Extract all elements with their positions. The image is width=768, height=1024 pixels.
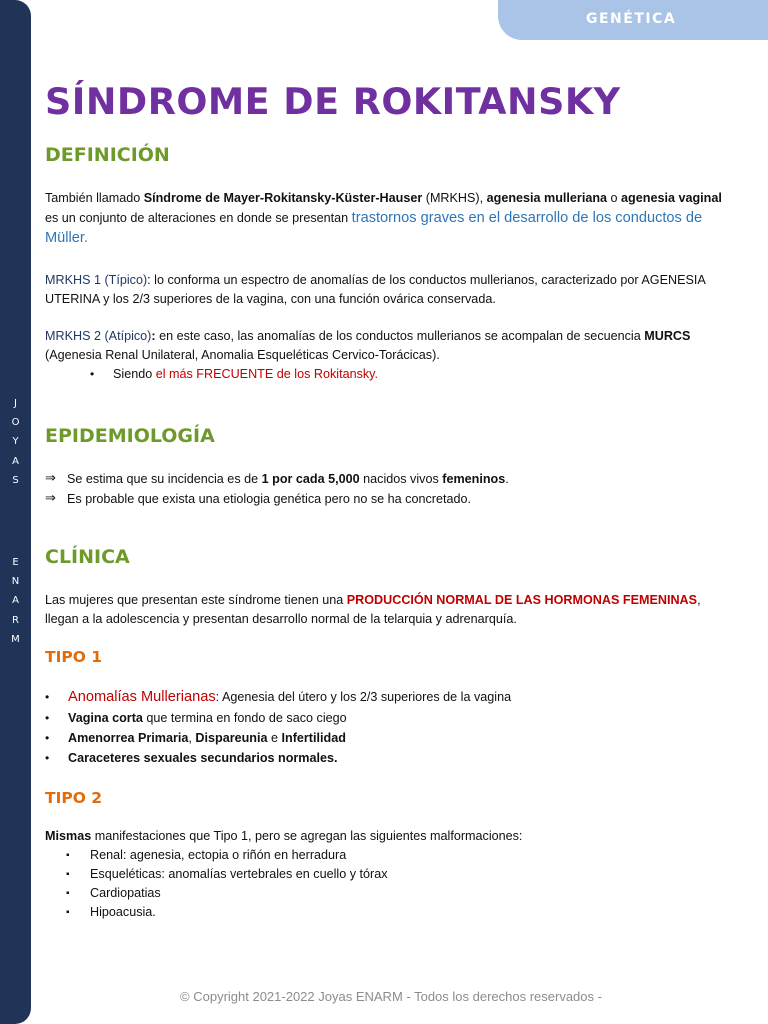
subheading-tipo2: TIPO 2 bbox=[45, 789, 103, 807]
square-bullet-icon: ▪ bbox=[66, 907, 70, 918]
text-run-bold: Mismas bbox=[45, 829, 92, 843]
text-run: Es probable que exista una etiologia genética pero no se ha concretado. bbox=[67, 492, 471, 506]
square-bullet-icon: ▪ bbox=[66, 869, 70, 880]
text-run-red: el más FRECUENTE de los Rokitansky. bbox=[155, 367, 379, 381]
sidebar-letter: N bbox=[11, 576, 20, 588]
sidebar-letter: E bbox=[12, 557, 19, 568]
text-run: Siendo bbox=[113, 367, 156, 381]
text-run: (Agenesia Renal Unilateral, Anomalia Esqueléticas Cervico-Torácicas). bbox=[45, 348, 440, 362]
sidebar-letter: M bbox=[11, 633, 20, 645]
bullet-icon: • bbox=[45, 711, 50, 725]
list-item bbox=[90, 367, 768, 381]
text-run-bold: Amenorrea Primaria bbox=[68, 731, 189, 745]
clinica-paragraph bbox=[45, 591, 723, 629]
definition-highlight: trastornos graves en el desarrollo de los conductos de Müller. bbox=[45, 210, 703, 246]
tipo1-list bbox=[45, 686, 725, 768]
square-bullet-icon: ▪ bbox=[66, 850, 70, 861]
list-item bbox=[45, 728, 725, 748]
list-item bbox=[45, 708, 725, 728]
text-run: que termina en fondo de saco ciego bbox=[142, 711, 347, 725]
text-run: nacidos vivos bbox=[359, 472, 443, 486]
text-run-bold: Caraceteres sexuales secundarios normales. bbox=[68, 751, 338, 765]
tipo2-intro bbox=[45, 827, 723, 846]
sidebar-letter: A bbox=[12, 455, 19, 467]
text-run: , llegan a la adolescencia y presentan desarrollo normal de la telarquia y adrenarquía. bbox=[45, 593, 701, 626]
epidemiologia-list bbox=[45, 469, 509, 509]
list-item bbox=[45, 489, 509, 509]
sidebar-letter: J bbox=[14, 398, 17, 409]
mrkhs2-label: MRKHS 2 (Atípico) bbox=[45, 329, 152, 343]
text-run: Las mujeres que presentan este síndrome tienen una bbox=[45, 593, 347, 607]
mrkhs1-paragraph bbox=[45, 271, 723, 309]
text-run-bold: agenesia mulleriana bbox=[486, 191, 608, 205]
text-run: Hipoacusia. bbox=[90, 905, 156, 919]
text-run: en este caso, las anomalías de los conductos mullerianos se acompalan de secuencia bbox=[155, 329, 645, 343]
section-heading-clinica: CLÍNICA bbox=[45, 546, 130, 568]
text-run: . bbox=[505, 472, 509, 486]
copyright-footer: © Copyright 2021-2022 Joyas ENARM - Todos los derechos reservados - bbox=[180, 989, 602, 1004]
category-tab-label: GENÉTICA bbox=[586, 11, 677, 27]
bullet-icon: • bbox=[45, 731, 50, 745]
text-run-bold: : bbox=[151, 329, 156, 343]
text-run-red-bold: PRODUCCIÓN NORMAL DE LAS HORMONAS FEMENINAS bbox=[346, 593, 698, 607]
text-run: es un conjunto de alteraciones en donde se presentan bbox=[45, 211, 352, 225]
bullet-icon: • bbox=[90, 367, 95, 381]
tipo2-list bbox=[64, 846, 388, 922]
text-run: Esqueléticas: anomalías vertebrales en cuello y tórax bbox=[90, 867, 388, 881]
text-run-red: Anomalías Mullerianas bbox=[68, 689, 216, 705]
square-bullet-icon: ▪ bbox=[66, 888, 70, 899]
text-run-bold: 1 por cada 5,000 bbox=[261, 472, 360, 486]
text-run: Se estima que su incidencia es de bbox=[67, 472, 262, 486]
section-heading-epidemiologia: EPIDEMIOLOGÍA bbox=[45, 425, 215, 447]
page-title: SÍNDROME DE ROKITANSKY bbox=[45, 80, 621, 123]
list-item bbox=[64, 846, 388, 865]
text-run-bold: Vagina corta bbox=[68, 711, 143, 725]
definicion-paragraph bbox=[45, 188, 723, 248]
sidebar-letter: R bbox=[12, 614, 19, 626]
text-run: manifestaciones que Tipo 1, pero se agregan las siguientes malformaciones: bbox=[91, 829, 523, 843]
text-run: Renal: agenesia, ectopia o riñón en herradura bbox=[90, 848, 347, 862]
mrkhs1-label: MRKHS 1 (Típico) bbox=[45, 273, 148, 287]
section-heading-definicion: DEFINICIÓN bbox=[45, 144, 170, 166]
list-item bbox=[45, 748, 725, 768]
text-run: e bbox=[267, 731, 282, 745]
sidebar-letter: S bbox=[12, 474, 19, 486]
text-run-bold: Infertilidad bbox=[281, 731, 346, 745]
sidebar-letter: Y bbox=[12, 436, 19, 448]
text-run: : Agenesia del útero y los 2/3 superiores de la vagina bbox=[215, 690, 512, 704]
list-item bbox=[45, 469, 509, 489]
text-run: , bbox=[188, 731, 196, 745]
list-item bbox=[64, 903, 388, 922]
mrkhs2-bullet-list bbox=[90, 367, 768, 381]
list-item bbox=[45, 686, 725, 708]
sidebar-letter: A bbox=[12, 595, 19, 607]
text-run-bold: Dispareunia bbox=[195, 731, 268, 745]
bullet-icon: • bbox=[45, 690, 50, 704]
mrkhs2-paragraph bbox=[45, 327, 723, 365]
text-run: o bbox=[607, 191, 622, 205]
list-item bbox=[64, 865, 388, 884]
bullet-icon: • bbox=[45, 751, 50, 765]
sidebar-strip bbox=[0, 0, 31, 1024]
text-run-bold: Síndrome de Mayer-Rokitansky-Küster-Hauser bbox=[143, 191, 423, 205]
text-run: : lo conforma un espectro de anomalías de los conductos mullerianos, caracterizado por AGENESIA UTERINA y los 2/3 superiores de la vagina, con una función ovárica conservada. bbox=[45, 273, 706, 306]
sidebar-word-enarm bbox=[0, 553, 31, 649]
arrow-right-icon: ⇒ bbox=[45, 491, 56, 506]
text-run: (MRKHS), bbox=[422, 191, 487, 205]
subheading-tipo1: TIPO 1 bbox=[45, 648, 103, 666]
text-run-bold: agenesia vaginal bbox=[621, 191, 722, 205]
arrow-right-icon: ⇒ bbox=[45, 471, 56, 486]
category-tab bbox=[498, 0, 768, 40]
text-run: También llamado bbox=[45, 191, 144, 205]
sidebar-letter: O bbox=[11, 417, 20, 429]
text-run: Cardiopatias bbox=[90, 886, 161, 900]
text-run-bold: MURCS bbox=[644, 329, 691, 343]
list-item bbox=[64, 884, 388, 903]
sidebar-word-joyas bbox=[0, 394, 31, 490]
text-run-bold: femeninos bbox=[442, 472, 506, 486]
